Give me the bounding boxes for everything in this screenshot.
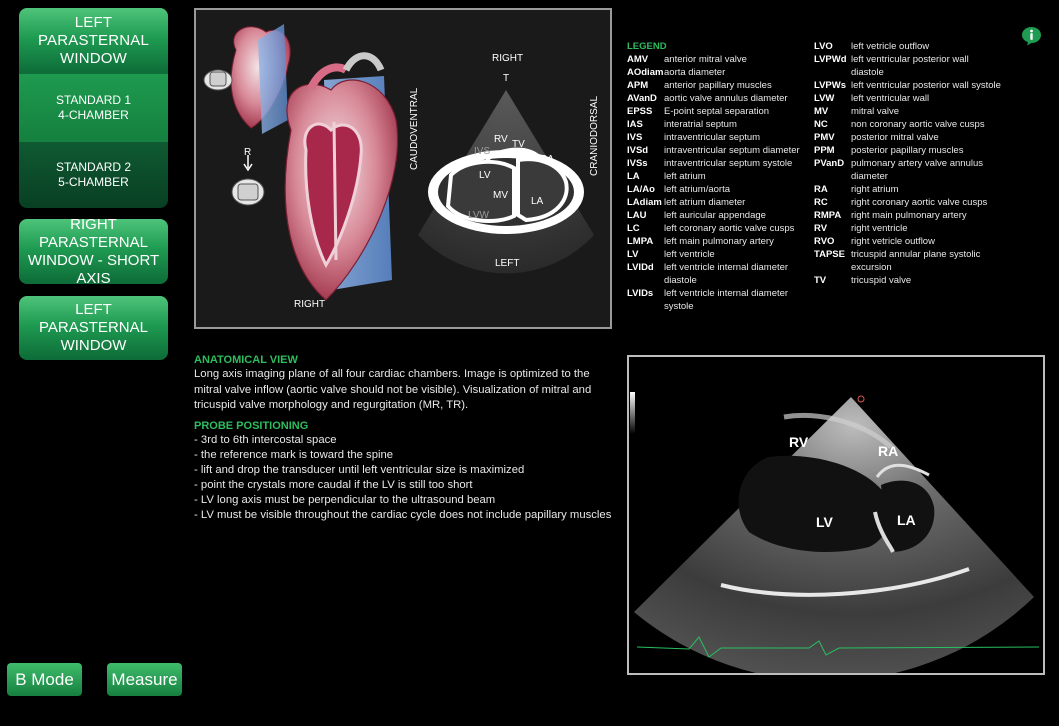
legend-row <box>627 131 814 144</box>
legend-row <box>627 157 814 170</box>
legend-abbreviation: LMPA <box>627 236 654 247</box>
legend-definition: non coronary aortic valve cusps <box>851 119 985 130</box>
legend-row <box>814 196 1001 209</box>
probe-positioning-list <box>194 433 614 523</box>
legend-definition: posterior mitral valve <box>851 132 939 143</box>
legend-row <box>627 92 814 105</box>
anatomy-diagram <box>194 8 612 329</box>
probe-item: - 3rd to 6th intercostal space <box>194 433 614 448</box>
legend-definition: right atrium <box>851 184 899 195</box>
legend-definition: interatrial septum <box>664 119 737 130</box>
ultrasound-label-ra: RA <box>878 443 899 459</box>
legend-row <box>814 79 1001 92</box>
legend-abbreviation: AOdiam <box>627 67 664 78</box>
legend-row <box>814 274 1001 287</box>
legend-abbreviation: AMV <box>627 54 649 65</box>
legend-abbreviation: RC <box>814 197 828 208</box>
probe-item: - lift and drop the transducer until left ventricular size is maximized <box>194 463 614 478</box>
probe-item: - the reference mark is toward the spine <box>194 448 614 463</box>
legend-abbreviation: IVSs <box>627 158 648 169</box>
legend-abbreviation: RMPA <box>814 210 842 221</box>
legend-definition: left ventricular posterior wall systole <box>851 80 1001 91</box>
legend-row <box>627 196 814 209</box>
legend-definition: left atrium/aorta <box>664 184 730 195</box>
legend-row <box>627 261 814 287</box>
legend-definition: left main pulmonary artery <box>664 236 774 247</box>
legend-definition: left ventricle <box>664 249 715 260</box>
legend-abbreviation: LVPWd <box>814 54 847 65</box>
legend-abbreviation: LVIDd <box>627 262 654 273</box>
legend-abbreviation: LV <box>627 249 639 260</box>
legend-definition: aortic valve annulus diameter <box>664 93 788 104</box>
legend-definition: right coronary aortic valve cusps <box>851 197 988 208</box>
echo-schematic <box>418 90 594 273</box>
legend-definition: tricuspid annular plane systolic excursion <box>851 249 981 273</box>
legend-row <box>814 144 1001 157</box>
probe-item: - LV long axis must be perpendicular to the ultrasound beam <box>194 493 614 508</box>
ultrasound-label-lv: LV <box>816 514 833 530</box>
probe-item: - LV must be visible throughout the cardiac cycle does not include papillary muscles <box>194 508 614 523</box>
diagram-label-left: LEFT <box>495 258 520 269</box>
legend-definition: anterior papillary muscles <box>664 80 772 91</box>
legend-abbreviation: IAS <box>627 119 643 130</box>
ultrasound-label-la: LA <box>897 512 916 528</box>
legend-row <box>814 92 1001 105</box>
info-icon[interactable] <box>1021 26 1042 46</box>
legend-definition: left ventricular wall <box>851 93 930 104</box>
legend-row <box>627 287 814 313</box>
legend-definition: tricuspid valve <box>851 275 912 286</box>
legend-row <box>814 105 1001 118</box>
legend-row <box>627 183 814 196</box>
legend-row <box>627 248 814 261</box>
chamber-label-la: LA <box>531 196 544 207</box>
probe-item: - point the crystals more caudal if the LV is still too short <box>194 478 614 493</box>
legend-definition: posterior papillary muscles <box>851 145 964 156</box>
legend-definition: left atrium <box>664 171 706 182</box>
legend-abbreviation: AVanD <box>627 93 657 104</box>
probe-positioning-section <box>194 419 614 523</box>
anatomical-view-text: Long axis imaging plane of all four cardiac chambers. Image is optimized to the mitral valve inflow (aortic valve should not be visible). Visualization of mitral and tricuspid valve morphology and regurgitation (MR, TR). <box>194 368 592 411</box>
chamber-label-lvw: LVW <box>468 210 489 221</box>
b-mode-button[interactable]: B Mode <box>7 663 82 696</box>
legend-abbreviation: LVPWs <box>814 80 847 91</box>
diagram-label-craniodorsal: CRANIODORSAL <box>589 95 600 176</box>
chamber-label-ivs: IVS <box>474 146 491 157</box>
legend-row <box>814 157 1001 183</box>
legend-abbreviation: LAU <box>627 210 647 221</box>
legend-definition: intraventricular septum diameter <box>664 145 800 156</box>
legend-definition: left ventricular posterior wall diastole <box>851 54 969 78</box>
legend-definition: E-point septal separation <box>664 106 770 117</box>
legend-row <box>627 209 814 222</box>
legend <box>627 40 1007 312</box>
legend-row <box>627 144 814 157</box>
legend-definition: mitral valve <box>851 106 900 117</box>
diagram-label-right-top: RIGHT <box>492 53 524 64</box>
probe-positioning-heading: PROBE POSITIONING <box>194 420 309 432</box>
legend-row <box>814 209 1001 222</box>
legend-abbreviation: EPSS <box>627 106 653 117</box>
chamber-label-lv: LV <box>479 170 491 181</box>
legend-definition: left auricular appendage <box>664 210 766 221</box>
chamber-label-rv: RV <box>494 134 508 145</box>
anatomy-illustration <box>196 10 610 327</box>
legend-row <box>627 105 814 118</box>
legend-column-2 <box>814 40 1001 287</box>
anatomical-view-section <box>194 353 614 414</box>
legend-abbreviation: RVO <box>814 236 835 247</box>
legend-row <box>627 170 814 183</box>
nav-item-standard-1[interactable]: STANDARD 1 4-CHAMBER <box>19 74 168 142</box>
legend-abbreviation: RA <box>814 184 828 195</box>
small-heart-illustration <box>204 24 290 134</box>
ultrasound-label-rv: RV <box>789 434 809 450</box>
legend-abbreviation: IVSd <box>627 145 649 156</box>
legend-row <box>627 53 814 66</box>
legend-row <box>814 118 1001 131</box>
legend-title: LEGEND <box>627 41 667 52</box>
legend-definition: right main pulmonary artery <box>851 210 967 221</box>
legend-abbreviation: PPM <box>814 145 835 156</box>
measure-button[interactable]: Measure <box>107 663 182 696</box>
nav-group-left-parasternal <box>19 8 168 208</box>
legend-row <box>814 183 1001 196</box>
legend-abbreviation: NC <box>814 119 828 130</box>
legend-column-1 <box>627 53 814 313</box>
legend-abbreviation: LA/Ao <box>627 184 655 195</box>
legend-row <box>814 40 1001 53</box>
legend-row <box>627 235 814 248</box>
legend-abbreviation: LVIDs <box>627 288 654 299</box>
diagram-label-t: T <box>503 73 510 84</box>
legend-abbreviation: TV <box>814 275 827 286</box>
legend-row <box>814 235 1001 248</box>
legend-definition: anterior mitral valve <box>664 54 747 65</box>
legend-abbreviation: APM <box>627 80 649 91</box>
legend-abbreviation: RV <box>814 223 828 234</box>
legend-abbreviation: LAdiam <box>627 197 662 208</box>
legend-abbreviation: MV <box>814 106 829 117</box>
legend-definition: left ventricle internal diameter diastole <box>664 262 789 286</box>
nav-right-parasternal-short-axis[interactable]: RIGHT PARASTERNAL WINDOW - SHORT AXIS <box>19 219 168 284</box>
legend-row <box>627 66 814 79</box>
nav-left-parasternal-window[interactable]: LEFT PARASTERNAL WINDOW <box>19 296 168 360</box>
legend-row <box>627 79 814 92</box>
chamber-label-ra: RA <box>540 154 554 165</box>
legend-row <box>814 131 1001 144</box>
legend-definition: left atrium diameter <box>664 197 746 208</box>
legend-row <box>814 248 1001 274</box>
legend-definition: left vetricle outflow <box>851 41 930 52</box>
legend-definition: left coronary aortic valve cusps <box>664 223 795 234</box>
legend-abbreviation: LVO <box>814 41 833 52</box>
legend-abbreviation: LC <box>627 223 640 234</box>
legend-abbreviation: TAPSE <box>814 249 845 260</box>
ultrasound-sector <box>629 357 1043 673</box>
legend-row <box>627 222 814 235</box>
legend-abbreviation: PVanD <box>814 158 845 169</box>
legend-abbreviation: LA <box>627 171 640 182</box>
legend-definition: right ventricle <box>851 223 908 234</box>
diagram-label-caudoventral: CAUDOVENTRAL <box>409 87 420 170</box>
anatomical-view-heading: ANATOMICAL VIEW <box>194 354 298 366</box>
legend-definition: pulmonary artery valve annulus diameter <box>851 158 984 182</box>
legend-definition: right vetricle outflow <box>851 236 935 247</box>
chamber-label-mv: MV <box>493 190 508 201</box>
legend-row <box>627 118 814 131</box>
diagram-label-right-bottom: RIGHT <box>294 299 326 310</box>
legend-definition: intraventricular septum systole <box>664 158 793 169</box>
legend-row <box>814 222 1001 235</box>
nav-item-standard-2[interactable]: STANDARD 2 5-CHAMBER <box>19 142 168 208</box>
legend-definition: left ventricle internal diameter systole <box>664 288 789 312</box>
nav-title-left-parasternal[interactable]: LEFT PARASTERNAL WINDOW <box>19 8 168 74</box>
legend-definition: aorta diameter <box>664 67 726 78</box>
diagram-label-r: R <box>244 147 252 158</box>
legend-row <box>814 53 1001 79</box>
ultrasound-image <box>627 355 1045 675</box>
legend-definition: intraventricular septum <box>664 132 761 143</box>
chamber-label-tv: TV <box>512 139 525 150</box>
legend-abbreviation: IVS <box>627 132 643 143</box>
legend-abbreviation: LVW <box>814 93 835 104</box>
legend-abbreviation: PMV <box>814 132 835 143</box>
